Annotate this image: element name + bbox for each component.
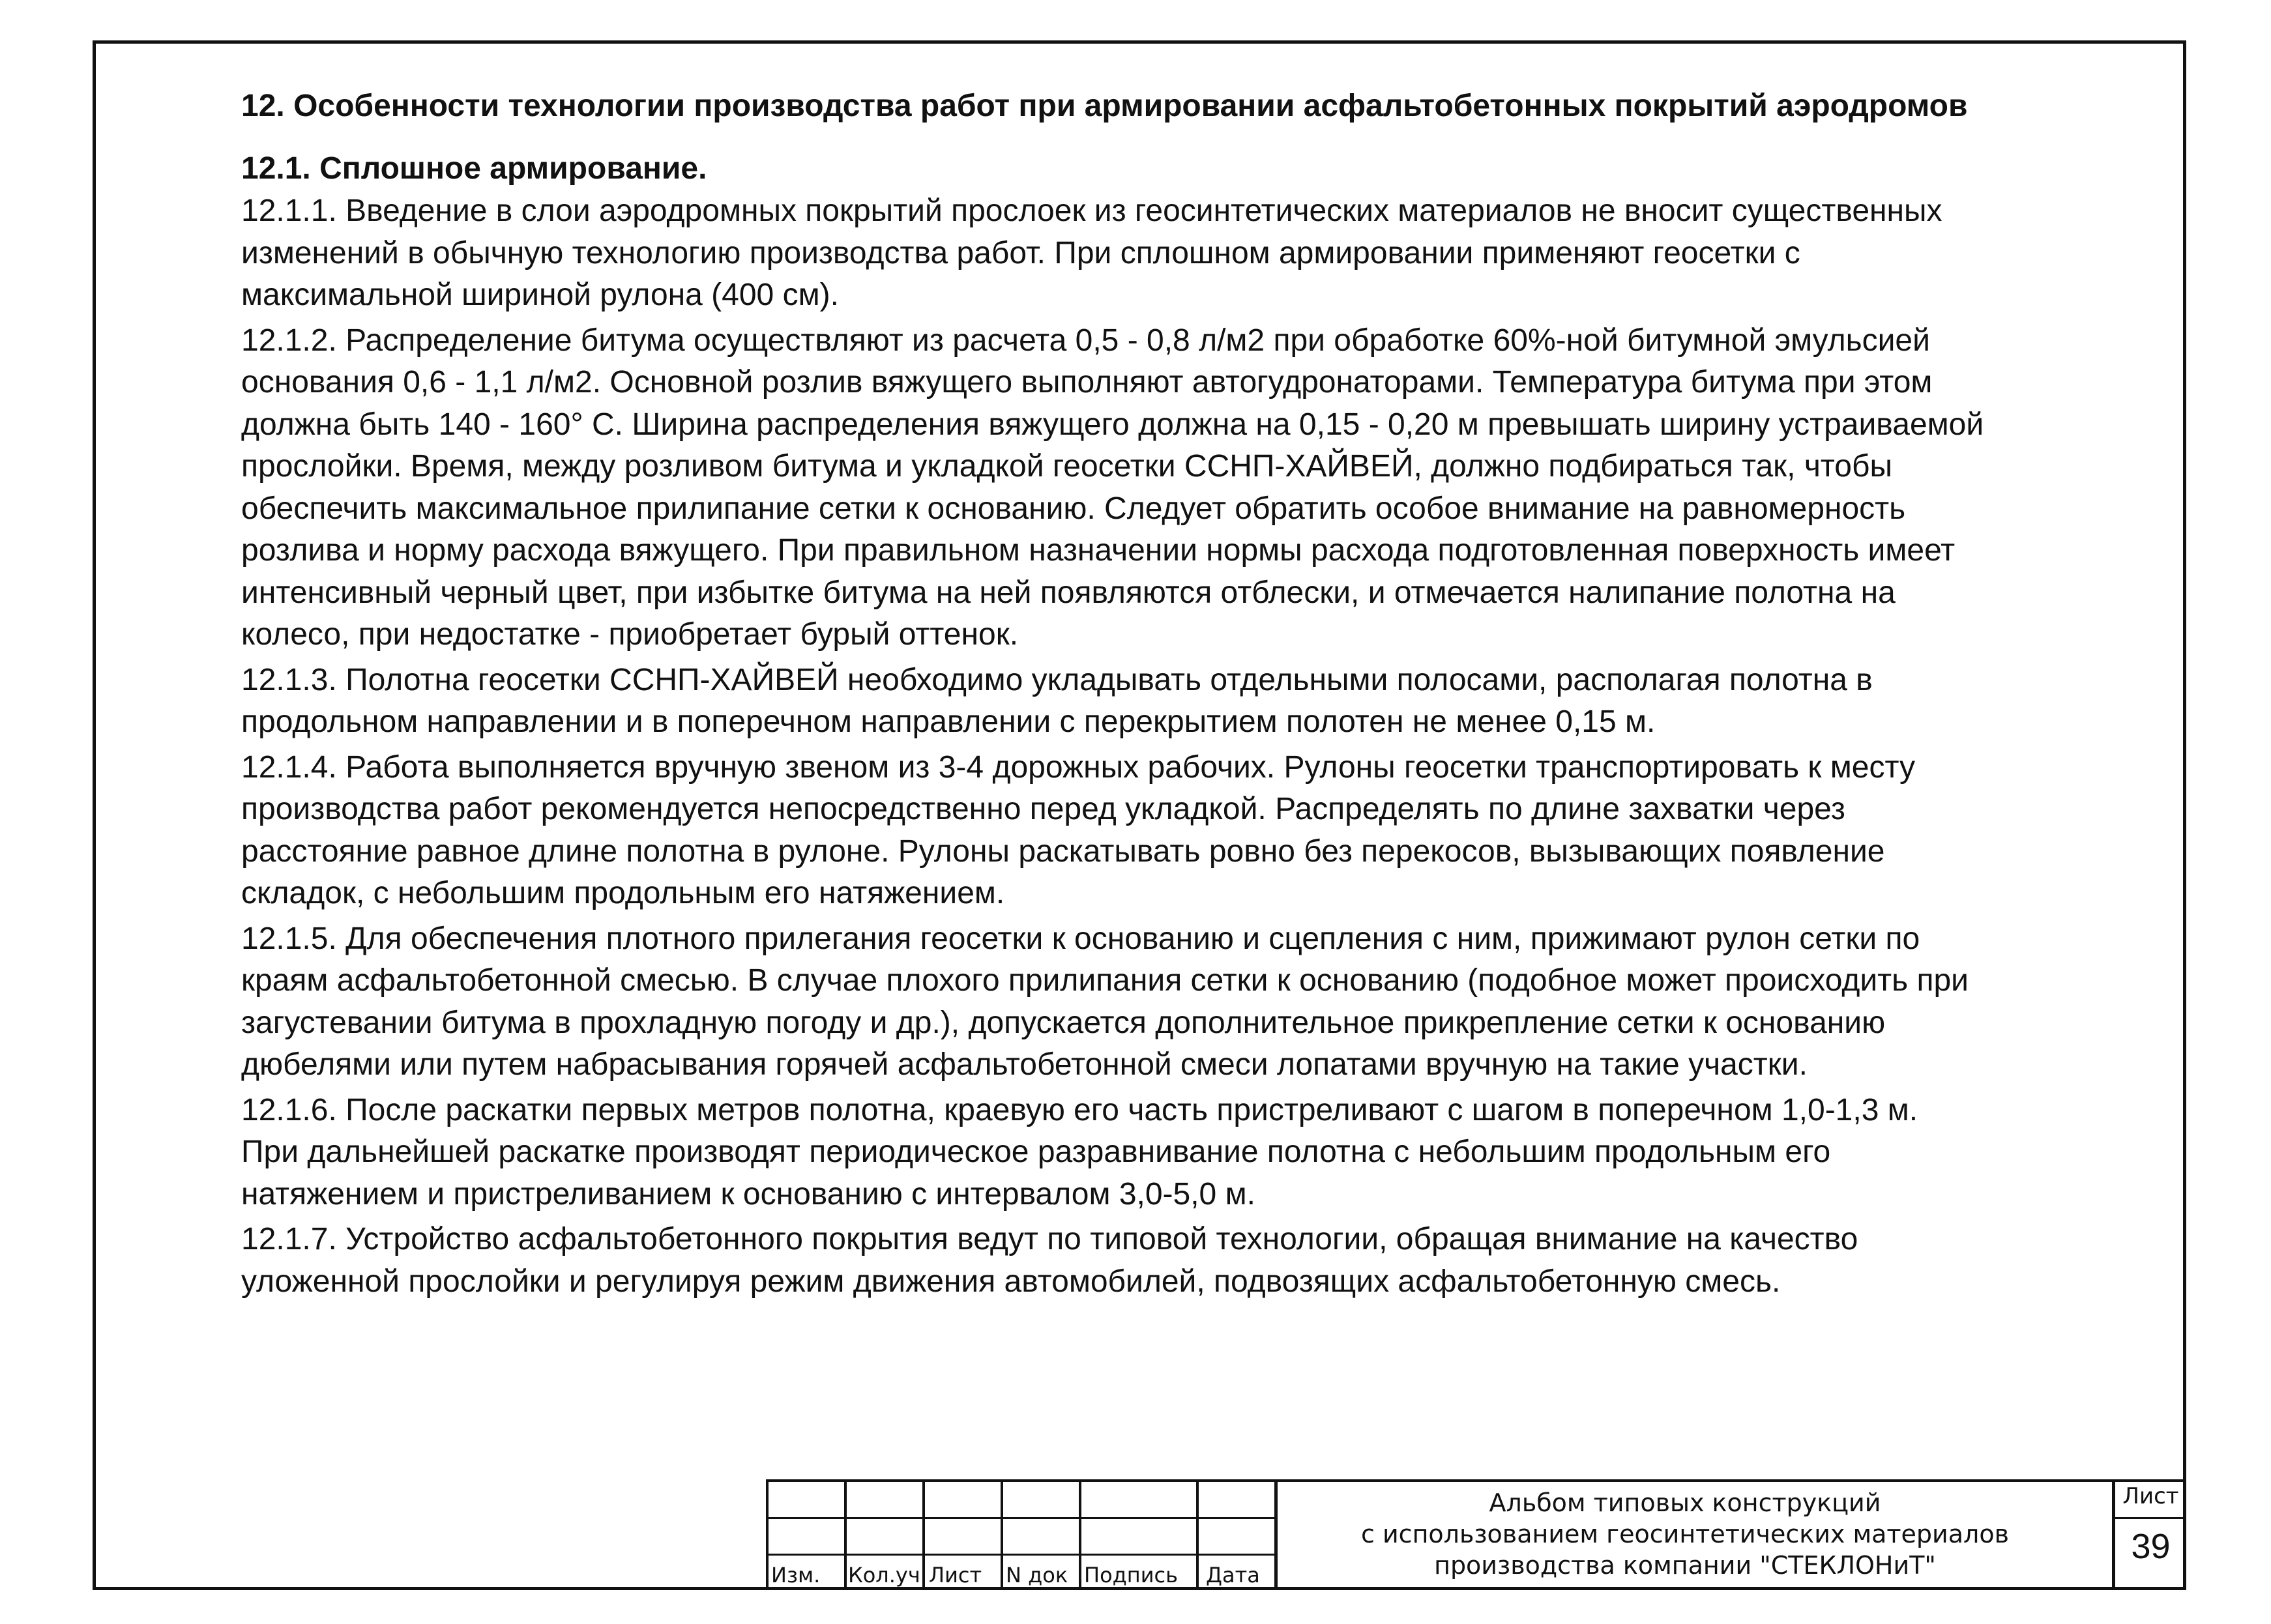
paragraph-line: расстояние равное длине полотна в рулоне. Рулоны раскатывать ровно без перекосов, вызывающих появление [241,834,1885,869]
paragraph-list [202,190,2158,1303]
album-title-line: с использованием геосинтетических материалов [1361,1520,2009,1548]
paragraph-line: краям асфальтобетонной смесью. В случае плохого прилипания сетки к основанию (подобное может происходить при [241,963,1969,998]
paragraph-line: производства работ рекомендуется непосредственно перед укладкой. Распределять по длине захватки через [241,792,1845,826]
paragraph-line: основания 0,6 - 1,1 л/м2. Основной розлив вяжущего выполняют автогудронаторами. Температура битума при этом [241,365,1933,399]
paragraph-line: 12.1.7. Устройство асфальтобетонного покрытия ведут по типовой технологии, обращая внимание на качество [241,1222,1858,1256]
paragraph-line: 12.1.4. Работа выполняется вручную звеном из 3-4 дорожных рабочих. Рулоны геосетки транспортировать к месту [241,749,1915,785]
paragraph-line: 12.1.2. Распределение битума осуществляют из расчета 0,5 - 0,8 л/м2 при обработке 60%-ной битумной эмульсией [241,323,1930,358]
paragraph-line: интенсивный черный цвет, при избытке битума на ней появляются отблески, и отмечается налипание полотна на [241,575,1896,610]
paragraph-line: 12.1.6. После раскатки первых метров полотна, краевую его часть пристреливают с шагом в поперечном 1,0-1,3 м. [241,1092,1918,1127]
sheet-number: 39 [2131,1527,2171,1566]
sheet-label: Лист [2122,1483,2179,1509]
paragraph-line: уложенной прослойки и регулируя режим движения автомобилей, подвозящих асфальтобетонную смесь. [241,1264,1781,1299]
paragraph-line: продольном направлении и в поперечном направлении с перекрытием полотен не менее 0,15 м. [241,704,1656,739]
paragraph [202,190,2158,317]
paragraph-line: максимальной шириной рулона (400 см). [241,278,839,312]
col-data: Дата [1206,1563,1260,1588]
paragraph-line: 12.1.1. Введение в слои аэродромных покрытий прослоек из геосинтетических материалов не вносит существенных [241,194,1942,228]
paragraph-line: 12.1.5. Для обеспечения плотного прилегания геосетки к основанию и сцепления с ним, прижимают рулон сетки по [241,921,1920,956]
paragraph-line: изменений в обычную технологию производства работ. При сплошном армировании применяют геосетки с [241,235,1800,270]
subsection-heading: 12.1. Сплошное армирование. [241,151,707,186]
album-title-line: производства компании "СТЕКЛОНиТ" [1434,1551,1936,1580]
paragraph [202,660,2158,744]
col-list: Лист [929,1563,982,1588]
paragraph-line: должна быть 140 - 160° С. Ширина распределения вяжущего должна на 0,15 - 0,20 м превышать ширину устраиваемой [241,407,1984,442]
paragraph-line: загустевании битума в прохладную погоду и др.), допускается дополнительное прикрепление сетки к основанию [241,1005,1886,1040]
album-title [1261,1479,2109,1590]
paragraph-line: дюбелями или путем набрасывания горячей асфальтобетонной смеси лопатами вручную на такие участки. [241,1047,1808,1082]
paragraph-line: При дальнейшей раскатке производят периодическое разравнивание полотна с небольшим продольным его [241,1135,1831,1169]
col-n-dok: N док [1006,1563,1068,1588]
paragraph [202,918,2158,1086]
document-body [202,85,2158,1306]
paragraph-line: 12.1.3. Полотна геосетки ССНП-ХАЙВЕЙ необходимо укладывать отдельными полосами, располагая полотна в [241,662,1873,697]
paragraph [202,1090,2158,1216]
col-podpis: Подпись [1084,1563,1178,1588]
paragraph-line: розлива и норму расхода вяжущего. При правильном назначении нормы расхода подготовленная поверхность имеет [241,533,1956,568]
paragraph-line: колесо, при недостатке - приобретает бурый оттенок. [241,617,1019,652]
col-kol-uch: Кол.уч. [848,1563,927,1588]
album-title-line: Альбом типовых конструкций [1489,1488,1881,1517]
title-block [766,1479,2186,1590]
col-izm: Изм. [771,1563,821,1588]
paragraph-line: обеспечить максимальное прилипание сетки к основанию. Следует обратить особое внимание на равномерность [241,491,1906,526]
paragraph [202,747,2158,915]
paragraph-line: натяжением и пристреливанием к основанию с интервалом 3,0-5,0 м. [241,1176,1255,1211]
paragraph [202,1219,2158,1303]
paragraph-line: складок, с небольшим продольным его натяжением. [241,876,1005,910]
paragraph [202,320,2158,656]
section-heading: 12. Особенности технологии производства работ при армировании асфальтобетонных покрытий аэродромов [241,89,1968,123]
paragraph-line: прослойки. Время, между розливом битума и укладкой геосетки ССНП-ХАЙВЕЙ, должно подбираться так, чтобы [241,449,1892,484]
